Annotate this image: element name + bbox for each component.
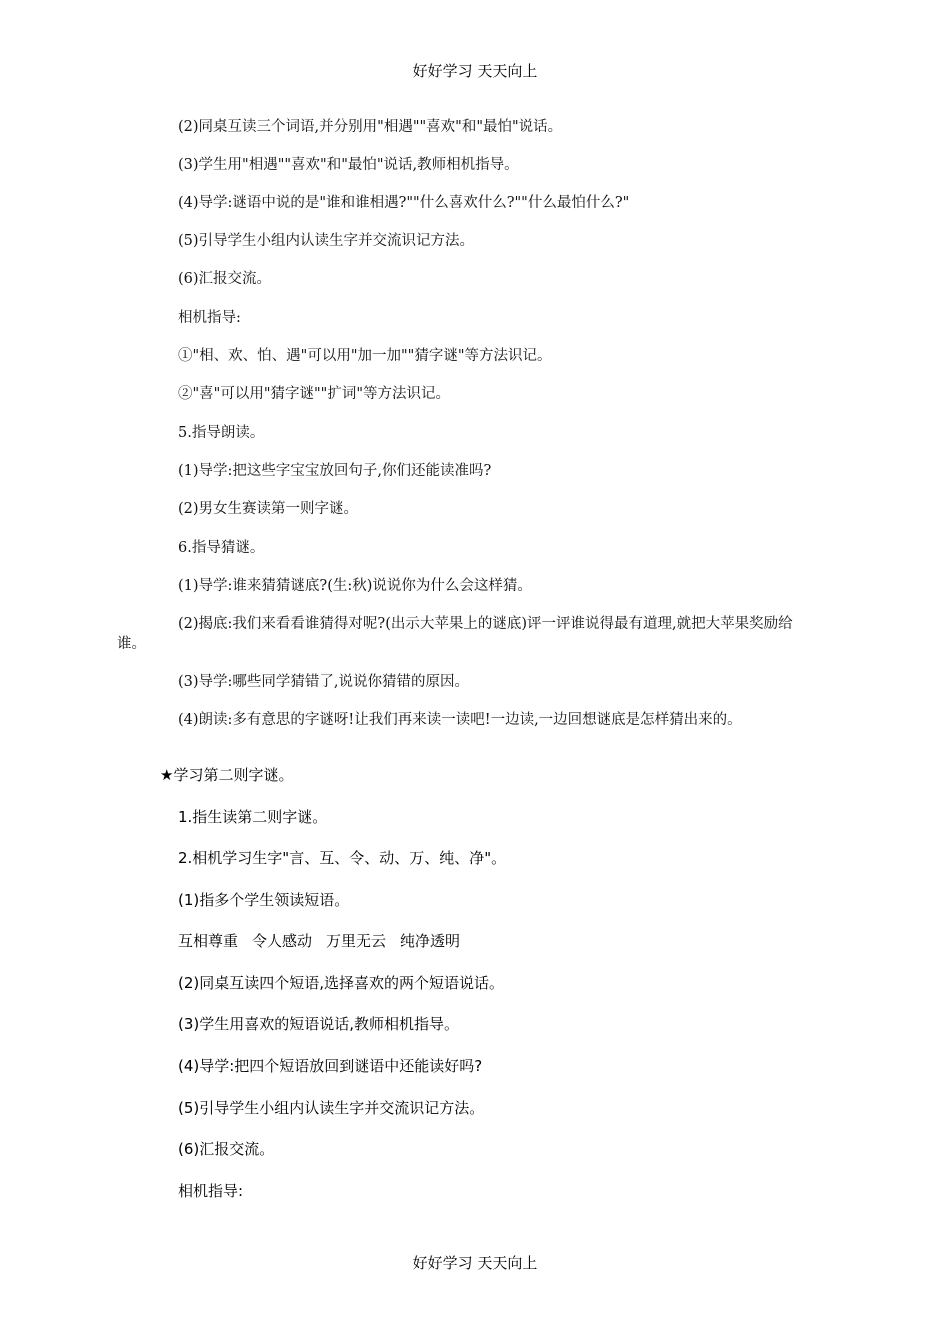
text-line: ②"喜"可以用"猜字谜""扩词"等方法识记。 <box>178 386 451 402</box>
text-line: (5)引导学生小组内认读生字并交流识记方法。 <box>178 233 475 249</box>
page-footer: 好好学习 天天向上 <box>412 1254 538 1272</box>
page-header: 好好学习 天天向上 <box>412 62 538 80</box>
text-line: (1)导学:把这些字宝宝放回句子,你们还能读准吗? <box>178 463 492 479</box>
text-paragraph: (2)揭底:我们来看看谁猜得对呢?(出示大苹果上的谜底)评一评谁说得最有道理,就把大苹果奖励给谁。 <box>117 616 793 652</box>
text-line: (1)导学:谁来猜猜谜底?(生:秋)说说你为什么会这样猜。 <box>178 578 532 594</box>
text-line: ①"相、欢、怕、遇"可以用"加一加""猜字谜"等方法识记。 <box>178 348 552 364</box>
text-line: 相机指导: <box>178 1182 244 1200</box>
text-line: (6)汇报交流。 <box>178 1140 275 1158</box>
text-line: (4)导学:谜语中说的是"谁和谁相遇?""什么喜欢什么?""什么最怕什么?" <box>178 195 630 211</box>
text-line: 相机指导: <box>178 310 241 326</box>
text-line: (2)同桌互读三个词语,并分别用"相遇""喜欢"和"最怕"说话。 <box>178 119 563 135</box>
text-line: 1.指生读第二则字谜。 <box>178 808 328 826</box>
text-line: (5)引导学生小组内认读生字并交流识记方法。 <box>178 1099 485 1117</box>
phrase-item: 万里无云 <box>326 932 387 950</box>
phrase-item: 互相尊重 <box>178 932 239 950</box>
text-line: (3)学生用"相遇""喜欢"和"最怕"说话,教师相机指导。 <box>178 157 519 173</box>
phrase-item: 令人感动 <box>252 932 313 950</box>
text-line: (3)学生用喜欢的短语说话,教师相机指导。 <box>178 1015 460 1033</box>
text-line: 2.相机学习生字"言、互、令、动、万、纯、净"。 <box>178 849 507 867</box>
text-line: (4)导学:把四个短语放回到谜语中还能读好吗? <box>178 1057 483 1075</box>
text-paragraph: (4)朗读:多有意思的字谜呀!让我们再来读一读吧!一边读,一边回想谜底是怎样猜出来的。 <box>178 712 742 728</box>
text-line: 5.指导朗读。 <box>178 425 265 441</box>
text-line: (6)汇报交流。 <box>178 271 272 287</box>
phrase-list <box>178 931 474 951</box>
text-line: (3)导学:哪些同学猜错了,说说你猜错的原因。 <box>178 674 470 690</box>
text-line: (2)男女生赛读第一则字谜。 <box>178 501 359 517</box>
text-line: (2)同桌互读四个短语,选择喜欢的两个短语说话。 <box>178 974 505 992</box>
section-heading: ★学习第二则字谜。 <box>160 766 294 784</box>
phrase-item: 纯净透明 <box>400 932 461 950</box>
text-line: 6.指导猜谜。 <box>178 540 265 556</box>
text-line: (1)指多个学生领读短语。 <box>178 891 350 909</box>
